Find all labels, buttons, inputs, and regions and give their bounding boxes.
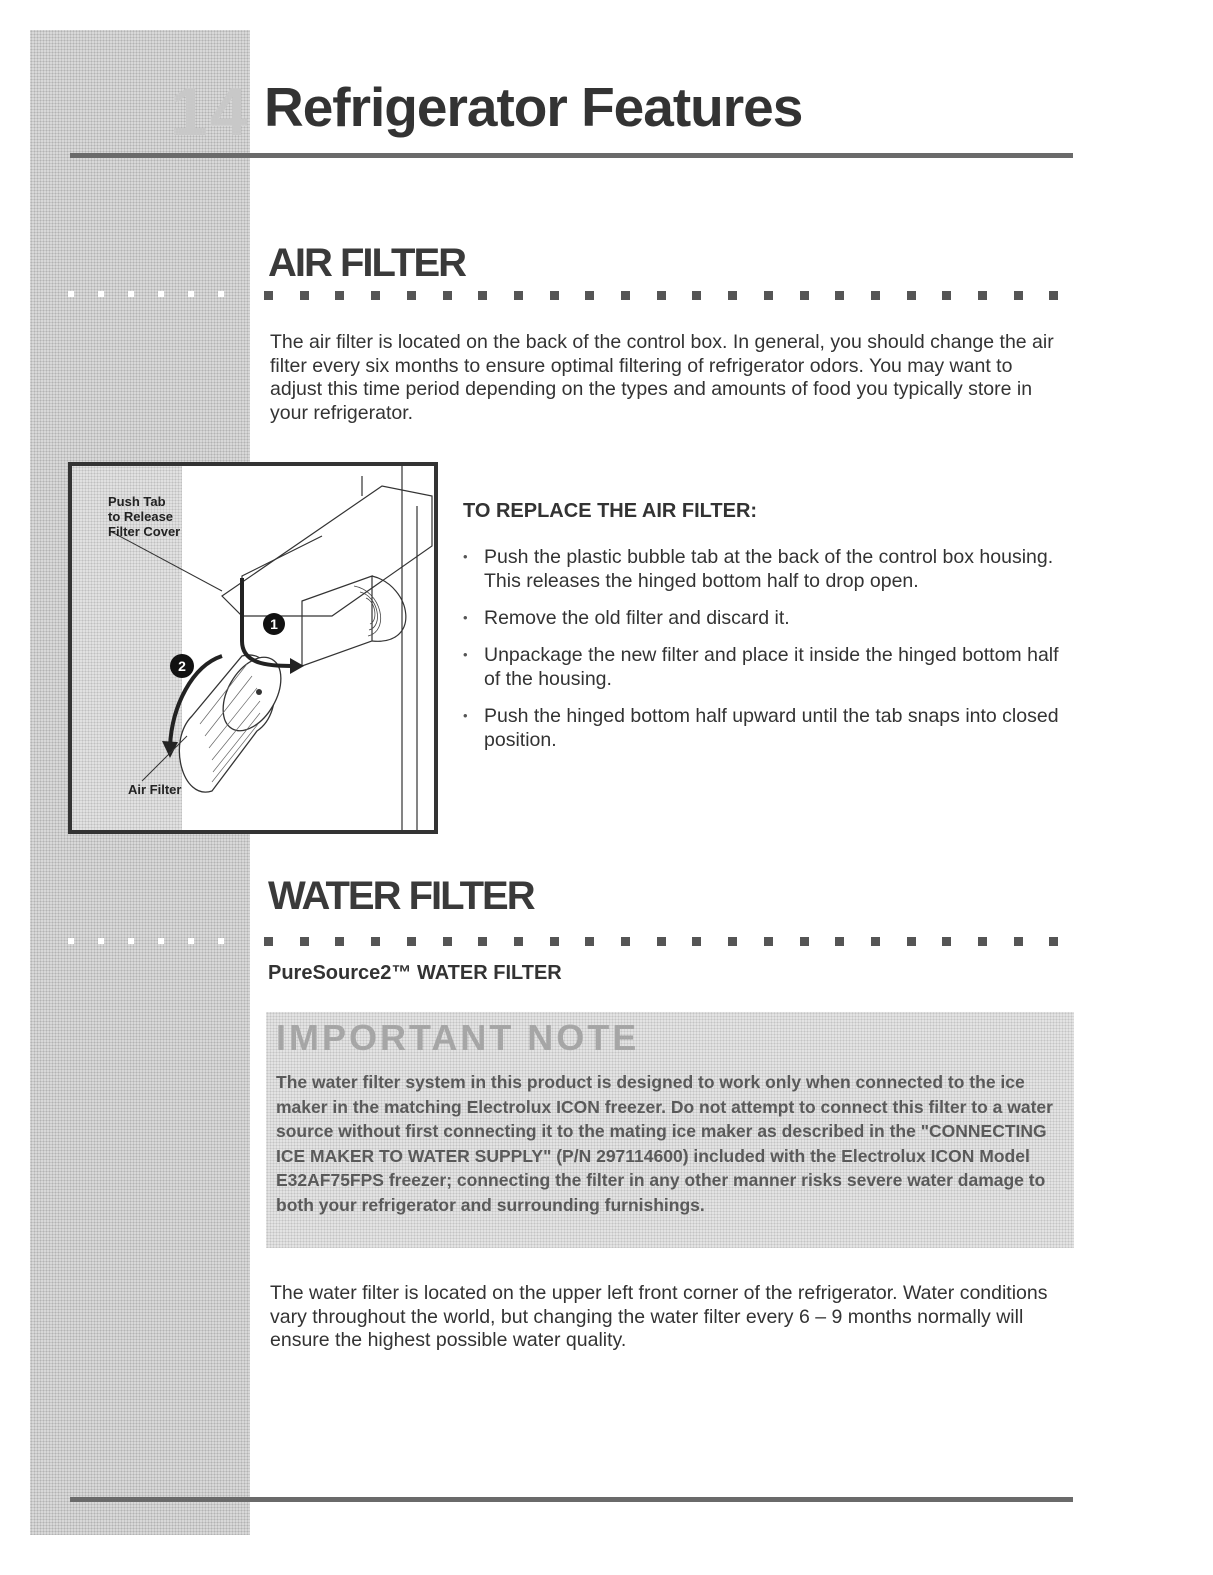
chapter-number: 14 [170,74,250,150]
divider-dot [657,291,666,300]
push-tab-label: Push Tab to Release Filter Cover [108,494,181,539]
water-filter-subheading: PureSource2™ WATER FILTER [268,962,562,984]
air-filter-diagram [68,462,438,834]
divider-dot [728,937,737,946]
divider-dot [692,937,701,946]
divider-dot [835,937,844,946]
important-note-title: IMPORTANT NOTE [276,1017,640,1058]
divider-dot [871,291,880,300]
divider-dot [371,937,380,946]
divider-dot [300,291,309,300]
step-2-number: 2 [178,658,186,674]
replace-steps-list [463,545,1073,765]
divider-dot [764,937,773,946]
divider-dot [264,291,273,300]
divider-dot [335,291,344,300]
divider-dot [1049,937,1058,946]
divider-dot [300,937,309,946]
divider-dot [478,937,487,946]
divider-dot [443,291,452,300]
air-filter-intro: The air filter is located on the back of the control box. In general, you should change the air filter every six months to ensure optimal filtering of refrigerator odors. You may want to adjust this time period depending on the types and amounts of food you typically store in your refrigerator. [270,331,1054,424]
divider-dot [371,291,380,300]
divider-dot [1014,291,1023,300]
divider-dot [835,291,844,300]
divider-dot [585,291,594,300]
band-dots-top [60,291,245,297]
footer-rule [70,1497,1073,1502]
divider-dot [871,937,880,946]
divider-dot [478,291,487,300]
water-filter-body: The water filter is located on the upper left front corner of the refrigerator. Water conditions vary throughout the world, but changing the water filter every 6 – 9 months normally will ensure the highest possible water quality. [270,1282,1048,1351]
divider-dot [978,291,987,300]
divider-dot [621,937,630,946]
list-item: • Push the plastic bubble tab at the back of the control box housing. This releases the hinged bottom half to drop open. [463,545,1073,593]
divider-dot [407,291,416,300]
air-filter-dot-divider [264,291,1076,301]
list-item: • Push the hinged bottom half upward until the tab snaps into closed position. [463,704,1073,752]
important-note-box [266,1012,1074,1248]
air-filter-label: Air Filter [128,782,182,797]
divider-dot [264,937,273,946]
air-filter-title: AIR FILTER [268,241,466,285]
list-item: • Unpackage the new filter and place it inside the hinged bottom half of the housing. [463,643,1073,691]
divider-dot [657,937,666,946]
replace-heading: TO REPLACE THE AIR FILTER: [463,500,758,522]
divider-dot [514,291,523,300]
divider-dot [728,291,737,300]
water-filter-dot-divider [264,937,1076,947]
divider-dot [692,291,701,300]
divider-dot [585,937,594,946]
divider-dot [907,291,916,300]
divider-dot [978,937,987,946]
divider-dot [907,937,916,946]
divider-dot [1049,291,1058,300]
band-dots-bottom [60,938,245,944]
water-filter-title: WATER FILTER [268,874,534,918]
divider-dot [550,291,559,300]
divider-dot [621,291,630,300]
divider-dot [1014,937,1023,946]
air-filter-cylinder [179,647,292,792]
divider-dot [942,937,951,946]
divider-dot [550,937,559,946]
divider-dot [800,937,809,946]
divider-dot [942,291,951,300]
divider-dot [443,937,452,946]
page-title: Refrigerator Features [264,76,803,138]
step-1-badge [263,613,285,635]
list-item: • Remove the old filter and discard it. [463,606,1073,630]
important-note-body: The water filter system in this product is designed to work only when connected to the ice maker in the matching Electrolux ICON freezer. Do not attempt to connect this filter to a water source without first connecting it to the mating ice maker as described in the "CONNECTING ICE MAKER TO WATER SUPPLY" (P/N 297114600) included with the Electrolux ICON Model E32AF75FPS freezer; connecting the filter in any other manner risks severe water damage to both your refrigerator and surrounding furnishings. [276,1072,1053,1215]
divider-dot [800,291,809,300]
divider-dot [764,291,773,300]
divider-dot [514,937,523,946]
step-1-number: 1 [270,616,278,632]
divider-dot [407,937,416,946]
divider-dot [335,937,344,946]
step-2-badge [170,654,194,678]
header-rule [70,153,1073,158]
